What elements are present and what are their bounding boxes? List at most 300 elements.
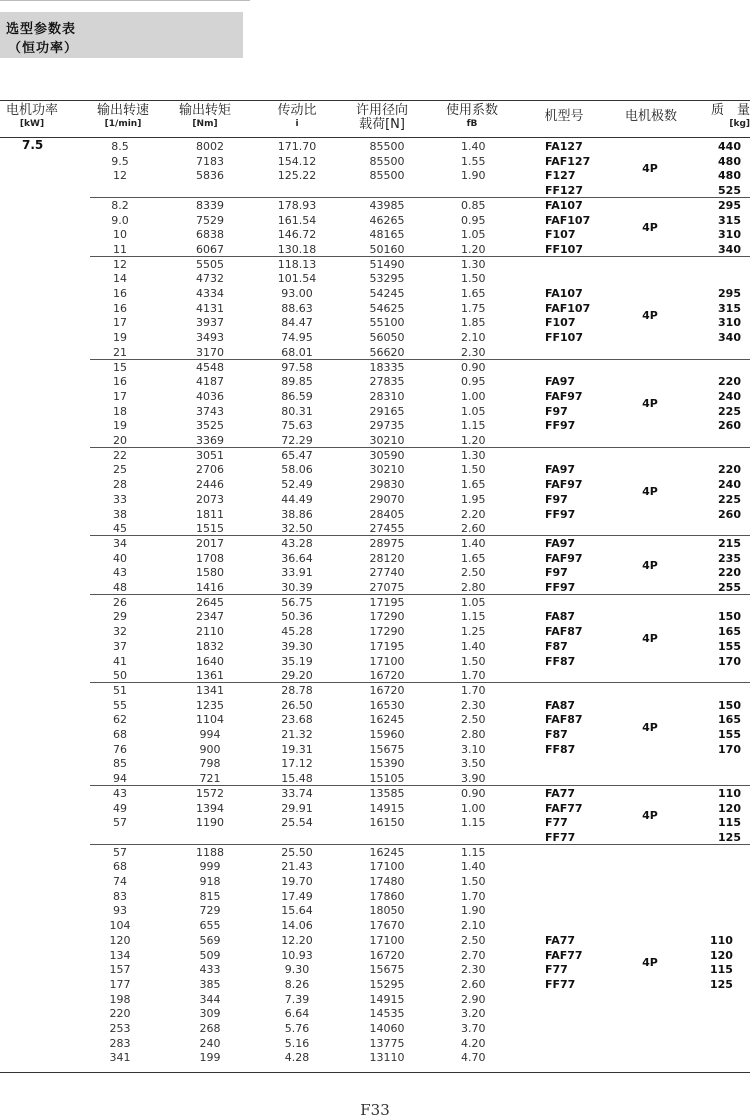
column-label: 许用径向 [355, 103, 408, 118]
service-factor-cell: 2.50 [461, 933, 486, 947]
model-number: FF97 [545, 419, 576, 433]
model-number: F87 [545, 639, 568, 653]
table-cell: 4548 [196, 360, 224, 374]
table-cell: 27740 [369, 566, 405, 580]
weight-value: 155 [718, 639, 741, 653]
service-factor-cell: 2.10 [461, 919, 486, 933]
table-cell: 46265 [369, 213, 405, 227]
service-factor-cell: 2.50 [461, 713, 486, 727]
table-cell: 16720 [369, 669, 405, 683]
column-header [528, 110, 600, 124]
column-label: 输出转速 [96, 103, 149, 118]
table-cell: 15390 [369, 757, 405, 771]
service-factor-cell: 1.50 [461, 875, 486, 888]
table-cell: 17860 [369, 889, 405, 903]
table-cell: 21 [113, 345, 127, 359]
service-factor-cell: 1.05 [461, 595, 486, 609]
table-cell: 994 [199, 728, 221, 741]
service-factor-cell: 2.60 [461, 522, 486, 536]
service-factor-cell: 2.60 [461, 977, 486, 991]
column-label-line2: 载荷[N] [359, 117, 405, 132]
service-factor-cell: 1.55 [461, 154, 486, 168]
table-cell: 815 [199, 889, 221, 903]
table-cell: 48 [113, 581, 127, 594]
motor-pole-count: 4P [642, 485, 658, 499]
model-number: FF97 [545, 581, 576, 594]
table-cell: 283 [109, 1036, 131, 1050]
weight-value: 165 [718, 625, 741, 639]
weight-value: 340 [718, 331, 741, 345]
model-number: FA87 [545, 610, 576, 624]
model-number: FF87 [545, 742, 576, 756]
table-cell: 900 [199, 742, 221, 756]
model-number: FAF107 [545, 301, 591, 315]
table-cell: 9.5 [111, 154, 129, 168]
service-factor-cell: 2.30 [461, 345, 486, 359]
model-number: FF87 [545, 654, 576, 668]
table-cell: 29735 [369, 419, 405, 433]
table-cell: 17 [113, 316, 127, 330]
weight-value: 525 [718, 184, 741, 198]
service-factor-cell: 3.50 [461, 757, 486, 771]
service-factor-cell: 1.50 [461, 272, 486, 286]
table-cell: 2073 [196, 492, 224, 506]
weight-value: 480 [718, 154, 741, 168]
model-number: FAF97 [545, 389, 583, 403]
weight-value: 310 [718, 228, 741, 242]
model-number: FA107 [545, 198, 583, 212]
table-cell: 5836 [196, 169, 224, 183]
weight-value: 170 [718, 742, 741, 756]
table-cell: 220 [109, 1007, 131, 1021]
model-number: FAF107 [545, 213, 591, 227]
table-cell: 161.54 [277, 213, 317, 227]
weight-value: 310 [718, 316, 741, 330]
model-number: FAF87 [545, 713, 583, 727]
table-cell: 17100 [369, 933, 405, 947]
service-factor-cell: 1.15 [461, 816, 486, 830]
column-unit: [1/min] [104, 119, 142, 129]
table-cell: 11 [113, 242, 127, 256]
weight-value: 150 [718, 698, 741, 712]
table-cell: 85500 [369, 140, 405, 153]
model-number: F77 [545, 816, 568, 830]
motor-pole-count: 4P [642, 397, 658, 411]
table-cell: 2017 [196, 536, 224, 550]
table-cell: 9.30 [284, 963, 310, 977]
table-cell: 1104 [196, 713, 224, 727]
model-number: FF97 [545, 507, 576, 521]
table-cell: 16 [113, 375, 127, 389]
table-cell: 341 [109, 1051, 131, 1065]
table-cell: 27075 [369, 581, 405, 594]
service-factor-cell: 1.50 [461, 654, 486, 668]
service-factor-cell: 1.40 [461, 140, 486, 153]
model-number: FA107 [545, 287, 583, 300]
model-number: F107 [545, 316, 576, 330]
table-cell: 45.28 [281, 625, 313, 639]
table-cell: 27455 [369, 522, 405, 536]
table-cell: 655 [199, 919, 221, 933]
table-cell: 50.36 [281, 610, 313, 624]
column-label: 传动比 [277, 103, 317, 118]
table-cell: 16150 [369, 816, 405, 830]
table-cell: 12 [113, 257, 127, 271]
table-cell: 199 [199, 1051, 221, 1065]
column-header [690, 104, 750, 130]
service-factor-cell: 2.20 [461, 507, 486, 521]
table-cell: 49 [113, 801, 127, 815]
table-cell: 6838 [196, 228, 224, 242]
table-cell: 43985 [369, 198, 405, 212]
service-factor-cell: 1.75 [461, 301, 486, 315]
table-cell: 13585 [369, 786, 405, 800]
table-cell: 84.47 [281, 316, 313, 330]
table-cell: 918 [199, 875, 221, 888]
table-cell: 146.72 [277, 228, 317, 242]
table-cell: 17195 [369, 639, 405, 653]
table-cell: 27835 [369, 375, 405, 389]
model-number: FA87 [545, 698, 576, 712]
table-cell: 29.91 [281, 801, 313, 815]
table-cell: 33.91 [281, 566, 313, 580]
table-cell: 97.58 [281, 360, 313, 374]
service-factor-cell: 1.20 [461, 242, 486, 256]
page-subtitle: （恒功率） [8, 41, 79, 56]
model-number: FA77 [545, 786, 576, 800]
table-cell: 721 [199, 772, 221, 786]
table-cell: 28975 [369, 536, 405, 550]
table-cell: 43 [113, 786, 127, 800]
motor-pole-count: 4P [642, 558, 658, 572]
table-cell: 2645 [196, 595, 224, 609]
weight-value: 480 [718, 169, 741, 183]
table-cell: 14 [113, 272, 127, 286]
table-cell: 85500 [369, 169, 405, 183]
table-cell: 18335 [369, 360, 405, 374]
table-cell: 154.12 [277, 154, 317, 168]
weight-value: 225 [718, 492, 741, 506]
service-factor-cell: 1.90 [461, 904, 486, 918]
weight-value: 155 [718, 728, 741, 741]
motor-pole-count: 4P [642, 955, 658, 969]
service-factor-cell: 2.80 [461, 728, 486, 741]
weight-value: 240 [718, 478, 741, 492]
table-cell: 8.2 [111, 198, 129, 212]
table-cell: 999 [199, 860, 221, 874]
service-factor-cell: 2.10 [461, 331, 486, 345]
table-cell: 1190 [196, 816, 224, 830]
table-cell: 26.50 [281, 698, 313, 712]
table-cell: 80.31 [281, 404, 313, 418]
table-cell: 23.68 [281, 713, 313, 727]
table-cell: 125.22 [277, 169, 317, 183]
table-cell: 29830 [369, 478, 405, 492]
table-cell: 17670 [369, 919, 405, 933]
table-cell: 1341 [196, 683, 224, 697]
weight-value: 165 [718, 713, 741, 727]
table-cell: 7.39 [284, 992, 310, 1006]
model-number: F97 [545, 492, 568, 506]
service-factor-cell: 1.40 [461, 536, 486, 550]
model-number: FA97 [545, 536, 576, 550]
table-cell: 17100 [369, 860, 405, 874]
table-header-rule [0, 137, 750, 138]
table-cell: 74 [113, 875, 127, 888]
table-cell: 17195 [369, 595, 405, 609]
service-factor-cell: 1.05 [461, 404, 486, 418]
table-cell: 57 [113, 845, 127, 859]
model-number: FAF77 [545, 948, 583, 962]
table-cell: 13775 [369, 1036, 405, 1050]
table-cell: 8.5 [111, 140, 129, 153]
model-number: FAF87 [545, 625, 583, 639]
table-cell: 21.32 [281, 728, 313, 741]
motor-pole-count: 4P [642, 720, 658, 734]
table-cell: 17.12 [281, 757, 313, 771]
table-cell: 15295 [369, 977, 405, 991]
table-cell: 28 [113, 478, 127, 492]
table-cell: 75.63 [281, 419, 313, 433]
table-cell: 157 [109, 963, 131, 977]
service-factor-cell: 3.90 [461, 772, 486, 786]
table-cell: 3743 [196, 404, 224, 418]
table-cell: 15.64 [281, 904, 313, 918]
table-cell: 37 [113, 639, 127, 653]
table-cell: 2110 [196, 625, 224, 639]
table-cell: 50160 [369, 242, 405, 256]
table-cell: 130.18 [277, 242, 317, 256]
table-cell: 68 [113, 728, 127, 741]
table-cell: 1811 [196, 507, 224, 521]
table-cell: 62 [113, 713, 127, 727]
table-cell: 16245 [369, 845, 405, 859]
table-cell: 4036 [196, 389, 224, 403]
column-label: 质 量 [710, 103, 750, 118]
table-cell: 28120 [369, 551, 405, 565]
table-cell: 16720 [369, 683, 405, 697]
model-number: F77 [545, 963, 568, 977]
table-cell: 729 [199, 904, 221, 918]
table-cell: 6067 [196, 242, 224, 256]
service-factor-cell: 1.15 [461, 845, 486, 859]
table-cell: 19 [113, 331, 127, 345]
table-cell: 55 [113, 698, 127, 712]
weight-value: 295 [718, 287, 741, 300]
table-cell: 14060 [369, 1022, 405, 1035]
weight-value: 215 [718, 536, 741, 550]
model-number: FA127 [545, 140, 583, 153]
service-factor-cell: 0.90 [461, 360, 486, 374]
table-cell: 1708 [196, 551, 224, 565]
service-factor-cell: 1.15 [461, 610, 486, 624]
model-number: FF77 [545, 977, 576, 991]
weight-value: 260 [718, 419, 741, 433]
table-cell: 101.54 [277, 272, 317, 286]
table-cell: 17290 [369, 625, 405, 639]
motor-pole-count: 4P [642, 632, 658, 646]
column-unit: i [295, 119, 299, 129]
model-number: FA97 [545, 375, 576, 389]
table-cell: 10.93 [281, 948, 313, 962]
service-factor-cell: 1.30 [461, 448, 486, 462]
table-cell: 104 [109, 919, 131, 933]
model-number: F87 [545, 728, 568, 741]
column-label: 机型号 [544, 109, 584, 124]
table-cell: 177 [109, 977, 131, 991]
table-cell: 253 [109, 1022, 131, 1035]
table-cell: 30.39 [281, 581, 313, 594]
table-cell: 3369 [196, 434, 224, 447]
weight-value: 120 [710, 948, 733, 962]
table-cell: 38.86 [281, 507, 313, 521]
table-cell: 1235 [196, 698, 224, 712]
model-number: FAF97 [545, 551, 583, 565]
table-cell: 16720 [369, 948, 405, 962]
table-cell: 15675 [369, 742, 405, 756]
table-cell: 1416 [196, 581, 224, 594]
table-cell: 85 [113, 757, 127, 771]
weight-value: 315 [718, 301, 741, 315]
service-factor-cell: 1.25 [461, 625, 486, 639]
table-cell: 433 [199, 963, 221, 977]
table-cell: 34 [113, 536, 127, 550]
table-cell: 8002 [196, 140, 224, 153]
table-cell: 4187 [196, 375, 224, 389]
table-cell: 17 [113, 389, 127, 403]
service-factor-cell: 1.40 [461, 639, 486, 653]
model-number: FA97 [545, 463, 576, 477]
weight-value: 295 [718, 198, 741, 212]
table-cell: 88.63 [281, 301, 313, 315]
table-cell: 56.75 [281, 595, 313, 609]
table-cell: 19 [113, 419, 127, 433]
table-cell: 4732 [196, 272, 224, 286]
table-cell: 16530 [369, 698, 405, 712]
table-cell: 15675 [369, 963, 405, 977]
table-cell: 86.59 [281, 389, 313, 403]
weight-value: 170 [718, 654, 741, 668]
service-factor-cell: 1.95 [461, 492, 486, 506]
table-cell: 8.26 [284, 977, 310, 991]
table-cell: 4131 [196, 301, 224, 315]
service-factor-cell: 3.70 [461, 1022, 486, 1035]
weight-value: 110 [710, 933, 733, 947]
table-cell: 16 [113, 301, 127, 315]
service-factor-cell: 1.50 [461, 463, 486, 477]
table-cell: 41 [113, 654, 127, 668]
table-cell: 29 [113, 610, 127, 624]
table-cell: 48165 [369, 228, 405, 242]
table-cell: 35.19 [281, 654, 313, 668]
table-cell: 29165 [369, 404, 405, 418]
service-factor-cell: 2.30 [461, 963, 486, 977]
weight-value: 220 [718, 375, 741, 389]
service-factor-cell: 4.20 [461, 1036, 486, 1050]
table-cell: 7183 [196, 154, 224, 168]
table-cell: 17290 [369, 610, 405, 624]
model-number: FAF97 [545, 478, 583, 492]
table-cell: 83 [113, 889, 127, 903]
column-header [262, 104, 332, 130]
table-cell: 53295 [369, 272, 405, 286]
table-cell: 1580 [196, 566, 224, 580]
weight-value: 240 [718, 389, 741, 403]
column-header [437, 104, 507, 130]
weight-value: 220 [718, 463, 741, 477]
table-cell: 13110 [369, 1051, 405, 1065]
column-header [614, 110, 688, 124]
table-cell: 5.76 [284, 1022, 310, 1035]
table-cell: 240 [199, 1036, 221, 1050]
table-cell: 44.49 [281, 492, 313, 506]
table-cell: 18050 [369, 904, 405, 918]
service-factor-cell: 3.10 [461, 742, 486, 756]
model-number: F97 [545, 566, 568, 580]
column-label: 输出转矩 [178, 103, 231, 118]
table-cell: 1515 [196, 522, 224, 536]
table-cell: 20 [113, 434, 127, 447]
table-cell: 1188 [196, 845, 224, 859]
service-factor-cell: 1.00 [461, 389, 486, 403]
column-unit: fB [466, 119, 478, 129]
table-cell: 5505 [196, 257, 224, 271]
table-cell: 30210 [369, 463, 405, 477]
service-factor-cell: 0.95 [461, 375, 486, 389]
table-cell: 14915 [369, 992, 405, 1006]
table-cell: 26 [113, 595, 127, 609]
column-header [340, 104, 424, 132]
table-cell: 36.64 [281, 551, 313, 565]
service-factor-cell: 2.80 [461, 581, 486, 594]
table-cell: 32.50 [281, 522, 313, 536]
table-cell: 54625 [369, 301, 405, 315]
table-cell: 1832 [196, 639, 224, 653]
table-cell: 8339 [196, 198, 224, 212]
table-bottom-rule [0, 1072, 750, 1073]
service-factor-cell: 2.30 [461, 698, 486, 712]
table-cell: 28.78 [281, 683, 313, 697]
weight-value: 110 [718, 786, 741, 800]
table-cell: 4.28 [284, 1051, 310, 1065]
table-cell: 17.49 [281, 889, 313, 903]
table-cell: 54245 [369, 287, 405, 300]
header-top-line [0, 0, 250, 1]
table-cell: 10 [113, 228, 127, 242]
column-unit: [kW] [19, 119, 45, 129]
weight-value: 115 [710, 963, 733, 977]
table-cell: 93.00 [281, 287, 313, 300]
column-label: 电机极数 [624, 109, 677, 124]
weight-value: 235 [718, 551, 741, 565]
table-cell: 19.70 [281, 875, 313, 888]
motor-pole-count: 4P [642, 162, 658, 176]
table-cell: 85500 [369, 154, 405, 168]
service-factor-cell: 1.65 [461, 287, 486, 300]
service-factor-cell: 2.50 [461, 566, 486, 580]
table-cell: 3051 [196, 448, 224, 462]
table-cell: 56050 [369, 331, 405, 345]
table-cell: 32 [113, 625, 127, 639]
model-number: FAF127 [545, 154, 591, 168]
weight-value: 340 [718, 242, 741, 256]
table-cell: 45 [113, 522, 127, 536]
table-cell: 55100 [369, 316, 405, 330]
table-cell: 309 [199, 1007, 221, 1021]
table-cell: 171.70 [277, 140, 317, 153]
table-cell: 1394 [196, 801, 224, 815]
table-cell: 25.50 [281, 845, 313, 859]
